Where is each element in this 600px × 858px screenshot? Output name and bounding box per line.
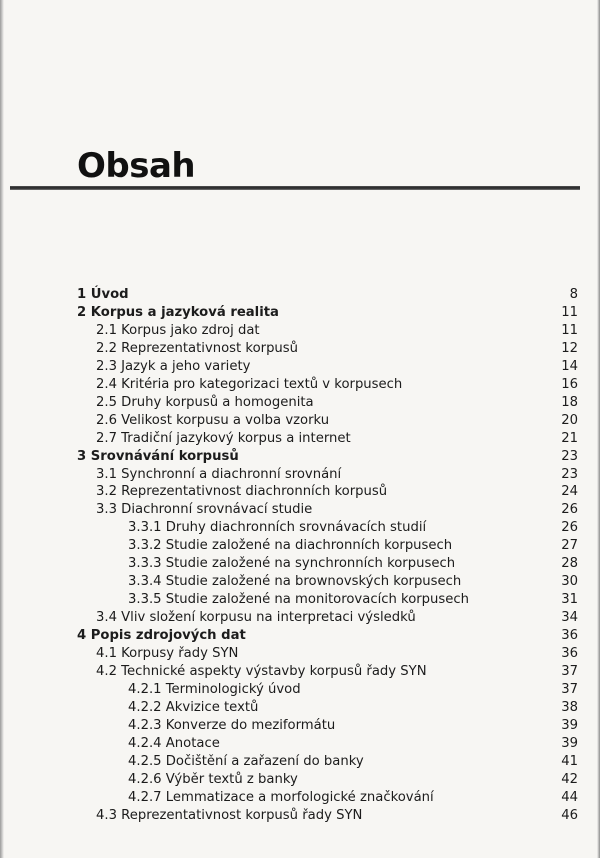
toc-page-number: 20 [561,413,578,428]
toc-page-number: 34 [561,610,578,625]
toc-page-number: 37 [561,664,578,679]
toc-entry[interactable]: 2.2 Reprezentativnost korpusů [96,341,299,356]
toc-page-number: 46 [561,808,578,823]
toc-page-number: 11 [561,305,578,320]
toc-page-number: 12 [561,341,578,356]
toc-entry[interactable]: 4.2.6 Výběr textů z banky [128,772,298,787]
toc-entry[interactable]: 3.3.4 Studie založené na brownovských korpusech [128,574,462,589]
toc-page-number: 28 [561,556,578,571]
toc-entry[interactable]: 4.1 Korpusy řady SYN [96,646,239,661]
toc-page-number: 31 [561,592,578,607]
scan-edge-left [0,0,4,858]
toc-page-number: 26 [561,520,578,535]
toc-page-number: 21 [561,431,578,446]
title-rule [10,186,580,190]
toc-entry[interactable]: 3.3.5 Studie založené na monitorovacích korpusech [128,592,470,607]
toc-entry[interactable]: 3.3.3 Studie založené na synchronních korpusech [128,556,456,571]
toc-entry[interactable]: 3.3 Diachronní srovnávací studie [96,502,313,517]
toc-entry[interactable]: 4.2.5 Dočištění a zařazení do banky [128,754,364,769]
toc-entry[interactable]: 4.2.4 Anotace [128,736,220,751]
toc-entry[interactable]: 4.2.7 Lemmatizace a morfologické značkování [128,790,434,805]
toc-entry[interactable]: 4.2 Technické aspekty výstavby korpusů řady SYN [96,664,427,679]
toc-page-number: 42 [561,772,578,787]
toc-entry[interactable]: 2.5 Druhy korpusů a homogenita [96,395,314,410]
toc-page-number: 36 [561,646,578,661]
toc-entry[interactable]: 3 Srovnávání korpusů [77,449,239,464]
toc-page-number: 44 [561,790,578,805]
toc-entry[interactable]: 1 Úvod [77,287,129,302]
toc-page-number: 16 [561,377,578,392]
toc-entry[interactable]: 2.6 Velikost korpusu a volba vzorku [96,413,330,428]
toc-page-number: 41 [561,754,578,769]
toc-page-number: 18 [561,395,578,410]
toc-page-number: 30 [561,574,578,589]
toc-page-number: 36 [561,628,578,643]
toc-entry[interactable]: 2 Korpus a jazyková realita [77,305,279,320]
toc-entry[interactable]: 4.2.1 Terminologický úvod [128,682,301,697]
toc-entry[interactable]: 4.2.3 Konverze do meziformátu [128,718,336,733]
toc-page-number: 37 [561,682,578,697]
toc-entry[interactable]: 2.4 Kritéria pro kategorizaci textů v korpusech [96,377,403,392]
toc-entry[interactable]: 4.2.2 Akvizice textů [128,700,259,715]
toc-entry[interactable]: 2.1 Korpus jako zdroj dat [96,323,260,338]
toc-entry[interactable]: 3.2 Reprezentativnost diachronních korpusů [96,484,388,499]
toc-page-number: 38 [561,700,578,715]
toc-page-number: 39 [561,736,578,751]
toc-entry[interactable]: 4 Popis zdrojových dat [77,628,246,643]
toc-entry[interactable]: 2.3 Jazyk a jeho variety [96,359,251,374]
toc-entry[interactable]: 4.3 Reprezentativnost korpusů řady SYN [96,808,363,823]
toc-entry[interactable]: 3.3.2 Studie založené na diachronních korpusech [128,538,453,553]
toc-page-number: 39 [561,718,578,733]
toc-entry[interactable]: 3.1 Synchronní a diachronní srovnání [96,467,342,482]
toc-entry[interactable]: 2.7 Tradiční jazykový korpus a internet [96,431,351,446]
toc-entry[interactable]: 3.3.1 Druhy diachronních srovnávacích studií [128,520,427,535]
toc-page-number: 24 [561,484,578,499]
toc-page-number: 23 [561,467,578,482]
toc-entry[interactable]: 3.4 Vliv složení korpusu na interpretaci výsledků [96,610,416,625]
page-title: Obsah [77,146,196,186]
toc-page-number: 23 [561,449,578,464]
toc-page-number: 14 [561,359,578,374]
toc-page-number: 8 [569,287,578,302]
toc-page-number: 11 [561,323,578,338]
toc-page-number: 26 [561,502,578,517]
toc-page-number: 27 [561,538,578,553]
